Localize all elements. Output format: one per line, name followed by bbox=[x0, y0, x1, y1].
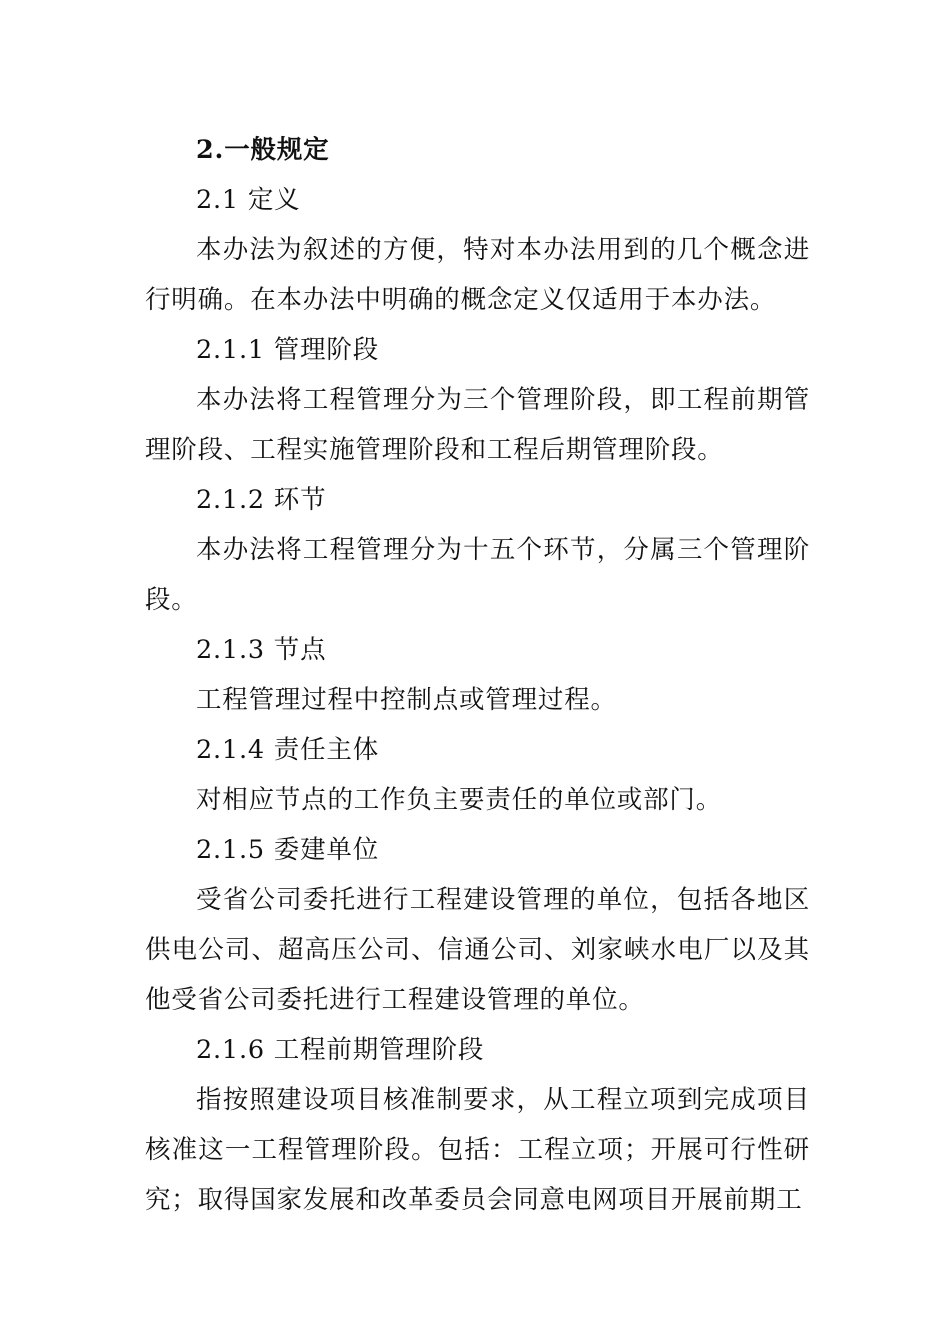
body-paragraph: 本办法将工程管理分为三个管理阶段，即工程前期管理阶段、工程实施管理阶段和工程后期管理阶段。 bbox=[145, 385, 810, 465]
body-paragraph: 对相应节点的工作负主要责任的单位或部门。 bbox=[196, 785, 723, 815]
subsection-heading-node: 2.1.3 节点 bbox=[196, 635, 327, 665]
section-title: 2.一般规定 bbox=[196, 135, 330, 165]
subsection-heading-commissioned-unit: 2.1.5 委建单位 bbox=[196, 835, 379, 865]
subsection-heading-definition: 2.1 定义 bbox=[196, 185, 301, 215]
body-paragraph: 本办法为叙述的方便，特对本办法用到的几个概念进行明确。在本办法中明确的概念定义仅适用于本办法。 bbox=[145, 235, 810, 315]
body-paragraph: 受省公司委托进行工程建设管理的单位，包括各地区供电公司、超高压公司、信通公司、刘家峡水电厂以及其他受省公司委托进行工程建设管理的单位。 bbox=[145, 885, 810, 1015]
subsection-heading-management-stage: 2.1.1 管理阶段 bbox=[196, 335, 379, 365]
subsection-heading-responsible-party: 2.1.4 责任主体 bbox=[196, 735, 379, 765]
body-paragraph: 指按照建设项目核准制要求，从工程立项到完成项目核准这一工程管理阶段。包括：工程立项；开展可行性研究；取得国家发展和改革委员会同意电网项目开展前期工 bbox=[145, 1085, 810, 1215]
subsection-heading-link: 2.1.2 环节 bbox=[196, 485, 327, 515]
body-paragraph: 本办法将工程管理分为十五个环节，分属三个管理阶段。 bbox=[145, 535, 810, 615]
body-paragraph: 工程管理过程中控制点或管理过程。 bbox=[196, 685, 617, 715]
subsection-heading-preliminary-stage: 2.1.6 工程前期管理阶段 bbox=[196, 1035, 485, 1065]
document-body bbox=[145, 125, 810, 1225]
